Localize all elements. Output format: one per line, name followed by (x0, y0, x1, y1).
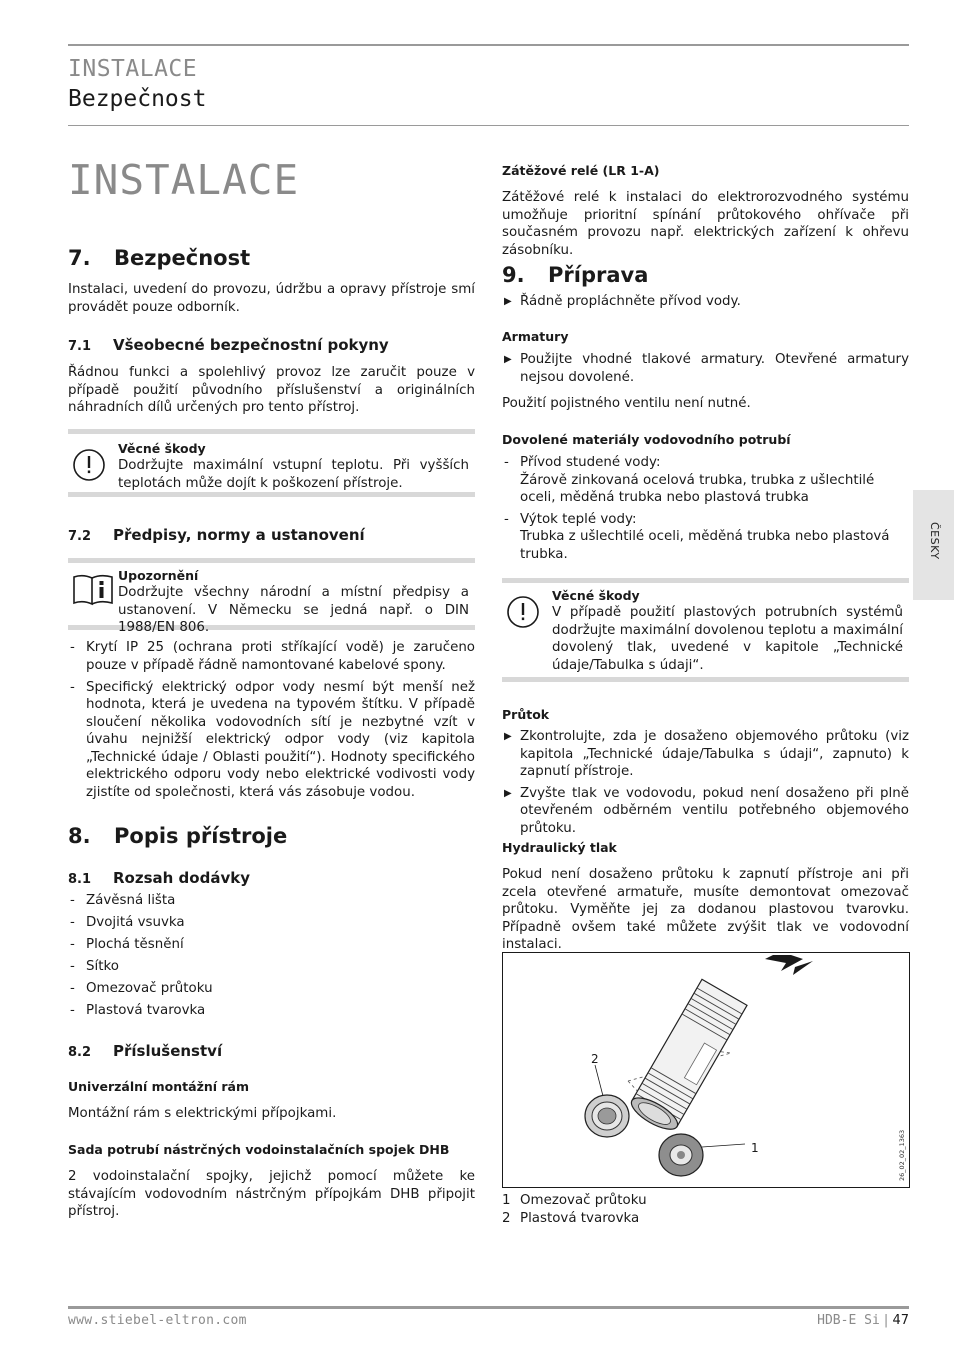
accessory-1-text: Montážní rám s elektrickými přípojkami. (68, 1106, 337, 1121)
figure-label-2: 2 (591, 1052, 599, 1066)
armatury-note: Použití pojistného ventilu není nutné. (502, 396, 751, 411)
list-item: - Sítko (68, 958, 475, 976)
delivery-list (68, 892, 475, 1024)
section-8-1-heading (68, 869, 475, 887)
section-8-1-title: Rozsah dodávky (113, 869, 250, 887)
list-item: - Krytí IP 25 (ochrana proti stříkající vodě) je zaručeno pouze v případě řádně namontované kabelové spony. (68, 639, 475, 674)
notice-material-damage (68, 429, 475, 497)
triangle-right-icon: ▶ (504, 731, 512, 742)
step-flush (502, 293, 909, 311)
notice-title: Věcné škody (118, 441, 206, 456)
list-item: - Omezovač průtoku (68, 980, 475, 998)
header-top-rule (68, 44, 909, 46)
section-7-2-heading (68, 526, 475, 544)
accessory-2-text: 2 vodoinstalační spojky, jejichž pomocí můžete ke stávajícím vodovodním nástrčným přípojkám DHB připojit přístroj. (68, 1169, 475, 1219)
flow-limiter-illustration (503, 953, 909, 1187)
footer-model: HDB-E Si (817, 1313, 880, 1328)
footer-url[interactable]: www.stiebel-eltron.com (68, 1313, 247, 1328)
book-info-icon (72, 573, 114, 611)
list-item: - Plastová tvarovka (68, 1002, 475, 1020)
language-tab-label: ČESKY (928, 522, 941, 560)
section-8-heading (68, 824, 475, 848)
section-7-1-heading (68, 336, 475, 354)
section-7-heading (68, 246, 475, 270)
notice-material-damage-2 (502, 578, 909, 682)
section-7-number: 7. (68, 246, 91, 270)
footer-page-info (817, 1313, 909, 1328)
header-bottom-rule (68, 125, 909, 126)
section-7-bullet-list (68, 639, 475, 806)
section-9-heading (502, 263, 909, 287)
accessory-1-title: Univerzální montážní rám (68, 1079, 250, 1094)
materials-list (502, 454, 909, 563)
notice-text: V případě použití plastových potrubních systémů dodržujte maximální dovolenou teplotu a maximální dovolený tlak, uvedené v kapitole „Technické údaje/Tabulka s údaji“. (552, 605, 903, 673)
notice-text: Dodržujte všechny národní a místní předpisy a ustanovení. V Německu se jedná např. o DIN 1988/EN 806. (118, 585, 469, 635)
language-tab (913, 490, 954, 600)
list-item: ▶ Zvyšte tlak ve vodovodu, pokud není dosaženo při plně otevřeném odběrném ventilu potřebného objemového průtoku. (504, 785, 909, 836)
header-section: INSTALACE (68, 56, 198, 82)
list-item: - Dvojitá vsuvka (68, 914, 475, 932)
section-7-2-number: 7.2 (68, 529, 92, 544)
section-7-intro: Instalaci, uvedení do provozu, údržbu a opravy přístroje smí provádět pouze odborník. (68, 282, 475, 315)
figure-caption-list (502, 1192, 909, 1227)
footer-rule (68, 1306, 909, 1309)
section-8-title: Popis přístroje (114, 824, 288, 848)
materials-title: Dovolené materiály vodovodního potrubí (502, 432, 791, 447)
exclamation-circle-icon (72, 448, 106, 486)
armatury-step (502, 351, 909, 386)
section-7-title: Bezpečnost (114, 246, 251, 270)
list-item: ▶ Řádně propláchněte přívod vody. (504, 294, 741, 309)
section-8-number: 8. (68, 824, 91, 848)
footer-separator: | (883, 1313, 889, 1328)
hydro-text: Pokud není dosaženo průtoku k zapnutí přístroje ani při zcela otevřené armatuře, musíte demontovat omezovač průtoku. Vyměňte jej za dodanou plastovou tvarovku. Případně ovšem také můžete zvýšit tlak ve vodovodní instalaci. (502, 867, 909, 952)
exclamation-circle-icon (506, 595, 540, 633)
notice-text: Dodržujte maximální vstupní teplotu. Při vyšších teplotách může dojít k poškození přístroje. (118, 458, 469, 491)
caption-item: 1 Omezovač průtoku (502, 1193, 647, 1208)
figure-code: 26_02_02_1363 (898, 1129, 906, 1181)
list-item: - Specifický elektrický odpor vody nesmí být menší než hodnota, která je uvedena na typovém štítku. V případě sloučení několika vodovodních sítí je nezbytné vzít v úvahu nejnižší elektrický odpor vody (viz kapitola „Technické údaje / Oblasti použití“). Hodnoty specifického elektrického odporu vody nebo elektrické vodivosti vody zjistíte od společnosti, která vás zásobuje vodou. (68, 679, 475, 802)
list-item: - Přívod studené vody: Žárově zinkovaná ocelová trubka, trubka z ušlechtilé oceli, měděná trubka nebo plastová trubka (502, 454, 909, 507)
relay-title: Zátěžové relé (LR 1-A) (502, 163, 660, 178)
list-item: - Závěsná lišta (68, 892, 475, 910)
section-7-1-text: Řádnou funkci a spolehlivý provoz lze zaručit pouze v případě použití původního příslušenství a originálních náhradních dílů určených pro tento přístroj. (68, 365, 475, 415)
triangle-right-icon: ▶ (504, 787, 512, 799)
section-8-1-number: 8.1 (68, 872, 92, 887)
relay-text: Zátěžové relé k instalaci do elektrorozvodného systému umožňuje prioritní spínání průtokového ohřívače při současném provozu např. elektrických zařízení k ohřevu zásobníku. (502, 190, 909, 258)
page-title: INSTALACE (68, 156, 300, 204)
section-7-1-title: Všeobecné bezpečnostní pokyny (113, 336, 389, 354)
section-8-2-heading (68, 1042, 475, 1060)
flow-title: Průtok (502, 707, 550, 722)
section-9-number: 9. (502, 263, 525, 287)
section-7-1-number: 7.1 (68, 339, 92, 354)
section-8-2-number: 8.2 (68, 1045, 92, 1060)
hydro-title: Hydraulický tlak (502, 840, 617, 855)
triangle-right-icon: ▶ (504, 354, 512, 365)
caption-item: 2 Plastová tvarovka (502, 1210, 640, 1226)
notice-title: Upozornění (118, 568, 199, 583)
figure-flow-limiter (502, 952, 910, 1188)
flow-steps (502, 728, 909, 837)
triangle-right-icon: ▶ (504, 296, 512, 307)
list-item: ▶ Zkontrolujte, zda je dosaženo objemového průtoku (viz kapitola „Technické údaje/Tabulka s údaji“, zapnuto) k zapnutí přístroje. (504, 729, 909, 779)
header-subsection: Bezpečnost (68, 86, 207, 112)
list-item: - Plochá těsnění (68, 936, 475, 954)
section-7-2-title: Předpisy, normy a ustanovení (113, 526, 365, 544)
list-item: - Výtok teplé vody: Trubka z ušlechtilé oceli, měděná trubka nebo plastová trubka. (502, 511, 909, 564)
list-item: ▶ Použijte vhodné tlakové armatury. Otevřené armatury nejsou dovolené. (504, 352, 909, 385)
notice-info (68, 558, 475, 635)
figure-label-1: 1 (751, 1141, 759, 1155)
accessory-2-title: Sada potrubí nástrčných vodoinstalačních spojek DHB (68, 1142, 450, 1157)
section-9-title: Příprava (548, 263, 649, 287)
armatury-title: Armatury (502, 329, 569, 344)
notice-title: Věcné škody (552, 588, 640, 603)
section-8-2-title: Příslušenství (113, 1042, 223, 1060)
page-number: 47 (892, 1313, 909, 1328)
